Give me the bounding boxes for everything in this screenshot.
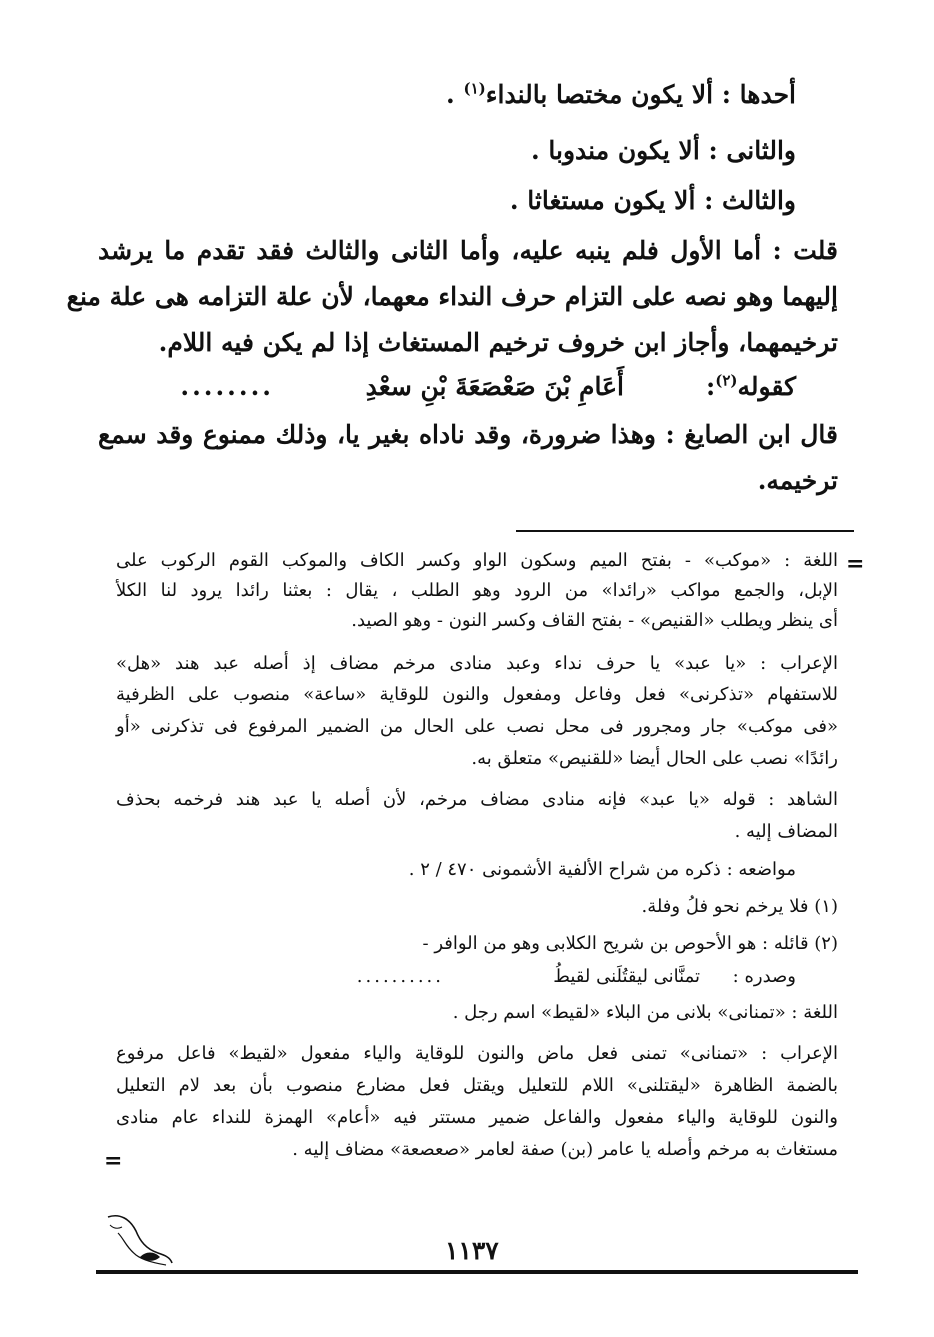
paragraph-1-line-2: إليهما وهو نصه على التزام حرف النداء معهما، لأن علة التزامه هى علة منع — [66, 282, 838, 311]
main-line-2: والثانى : ألا يكون مندوبا . — [531, 136, 796, 165]
footnote-lugha-line-3: أى ينظر ويطلب «القنيص» - بفتح القاف وكسر النون - وهو الصيد. — [351, 610, 838, 631]
paragraph-1-line-1: قلت : أما الأول فلم ينبه عليه، وأما الثانى والثالث فقد تقدم ما يرشد — [98, 236, 838, 265]
footnote-irab-line-4: رائدًا» نصب على الحال أيضا «للقنيص» متعلق به. — [471, 748, 838, 769]
footnote-ref-1: (١) — [463, 79, 486, 98]
footnote-2-lugha: اللغة : «تمنانى» بلانى من البلاء «لقيط» اسم رجل . — [452, 1002, 838, 1023]
bottom-rule — [96, 1270, 858, 1274]
continuation-mark-top: = — [846, 551, 865, 577]
footnote-separator — [516, 530, 854, 532]
footnote-2-attribution: (٢) قائله : هو الأحوص بن شريح الكلابى وهو من الوافر - — [422, 933, 838, 954]
footnote-ref-2: (٢) — [715, 371, 738, 390]
paragraph-2-line-2: ترخيمه. — [757, 466, 838, 495]
main-line-1-end: . — [446, 80, 464, 109]
paragraph-2-line-1: قال ابن الصايغ : وهذا ضرورة، وقد ناداه بغير يا، وذلك ممنوع وقد سمع — [98, 420, 839, 449]
footnote-lugha-line-1: اللغة : «موكب» - بفتح الميم وسكون الواو وكسر الكاف والموكب القوم الركوب على — [116, 550, 838, 571]
paragraph-1-line-3: ترخيمهما، وأجاز ابن خروف ترخيم المستغاث إذا لم يكن فيه اللام. — [158, 328, 838, 357]
footnote-2-irab-line-2: بالضمة الظاهرة «ليقتلنى» اللام للتعليل ويقتل فعل مضارع منصوب بأن بعد لام التعليل — [116, 1075, 838, 1096]
continuation-mark-bottom: = — [104, 1148, 123, 1174]
verse-dots: ........ — [180, 372, 274, 401]
main-line-3: والثالث : ألا يكون مستغاثا . — [509, 186, 796, 215]
ornament-icon — [100, 1205, 180, 1275]
footnote-2-verse: تمنَّانى ليقتُلَنى لقيطُ — [553, 966, 700, 987]
footnote-mawadiuhu: مواضعه : ذكره من شراح الألفية الأشمونى ٤٧٠ / ٢ . — [408, 859, 796, 880]
footnote-lugha-line-2: الإبل، والجمع مواكب «رائدا» من الرود وهو الطلب ، يقال : بعثنا رائدا يرود لنا الكلأ — [116, 580, 838, 601]
verse-text: أَعَامِ بْنَ صَعْصَعَةَ بْنِ سعْدِ — [365, 372, 624, 401]
footnote-2-irab-line-3: والنون للوقاية والياء مفعول والفاعل ضمير مستتر فيه «أعام» الهمزة للنداء عام منادى — [116, 1107, 838, 1128]
footnote-2-sadr-label: وصدره : — [732, 966, 796, 987]
footnote-1: (١) فلا يرخم نحو فلُ وفلة. — [641, 896, 838, 917]
main-line-1-text: أحدها : ألا يكون مختصا بالنداء — [485, 80, 796, 109]
page-number: ١١٣٧ — [445, 1236, 499, 1265]
footnote-irab-line-2: للاستفهام «تذكرنى» فعل وفاعل ومفعول والنون للوقاية «ساعة» منصوب على الظرفية — [116, 684, 838, 705]
verse-colon: : — [706, 372, 716, 401]
footnote-irab-line-3: «فى موكب» جار ومجرور فى محل نصب على الحال من الضمير المرفوع فى تذكرنى «أو — [116, 716, 838, 737]
verse-quote-label — [706, 371, 796, 401]
verse-label-text: كقوله — [737, 372, 796, 401]
footnote-shahid-line-1: الشاهد : قوله «يا عبد» فإنه منادى مضاف مرخم، لأن أصله يا عبد هند فرخمه بحذف — [116, 789, 838, 810]
footnote-2-dots: .......... — [356, 966, 444, 987]
main-line-1 — [446, 79, 796, 109]
footnote-irab-line-1: الإعراب : «يا عبد» يا حرف نداء وعبد منادى مرخم مضاف إذ أصله عبد هند «هل» — [116, 653, 838, 674]
footnote-shahid-line-2: المضاف إليه . — [734, 821, 838, 842]
footnote-2-irab-line-1: الإعراب : «تمنانى» تمنى فعل ماض والنون للوقاية والياء مفعول «لقيط» فاعل مرفوع — [116, 1043, 838, 1064]
footnote-2-irab-line-4: مستغاث به مرخم وأصله يا عامر (بن) صفة لعامر «صعصعة» مضاف إليه . — [292, 1139, 838, 1160]
